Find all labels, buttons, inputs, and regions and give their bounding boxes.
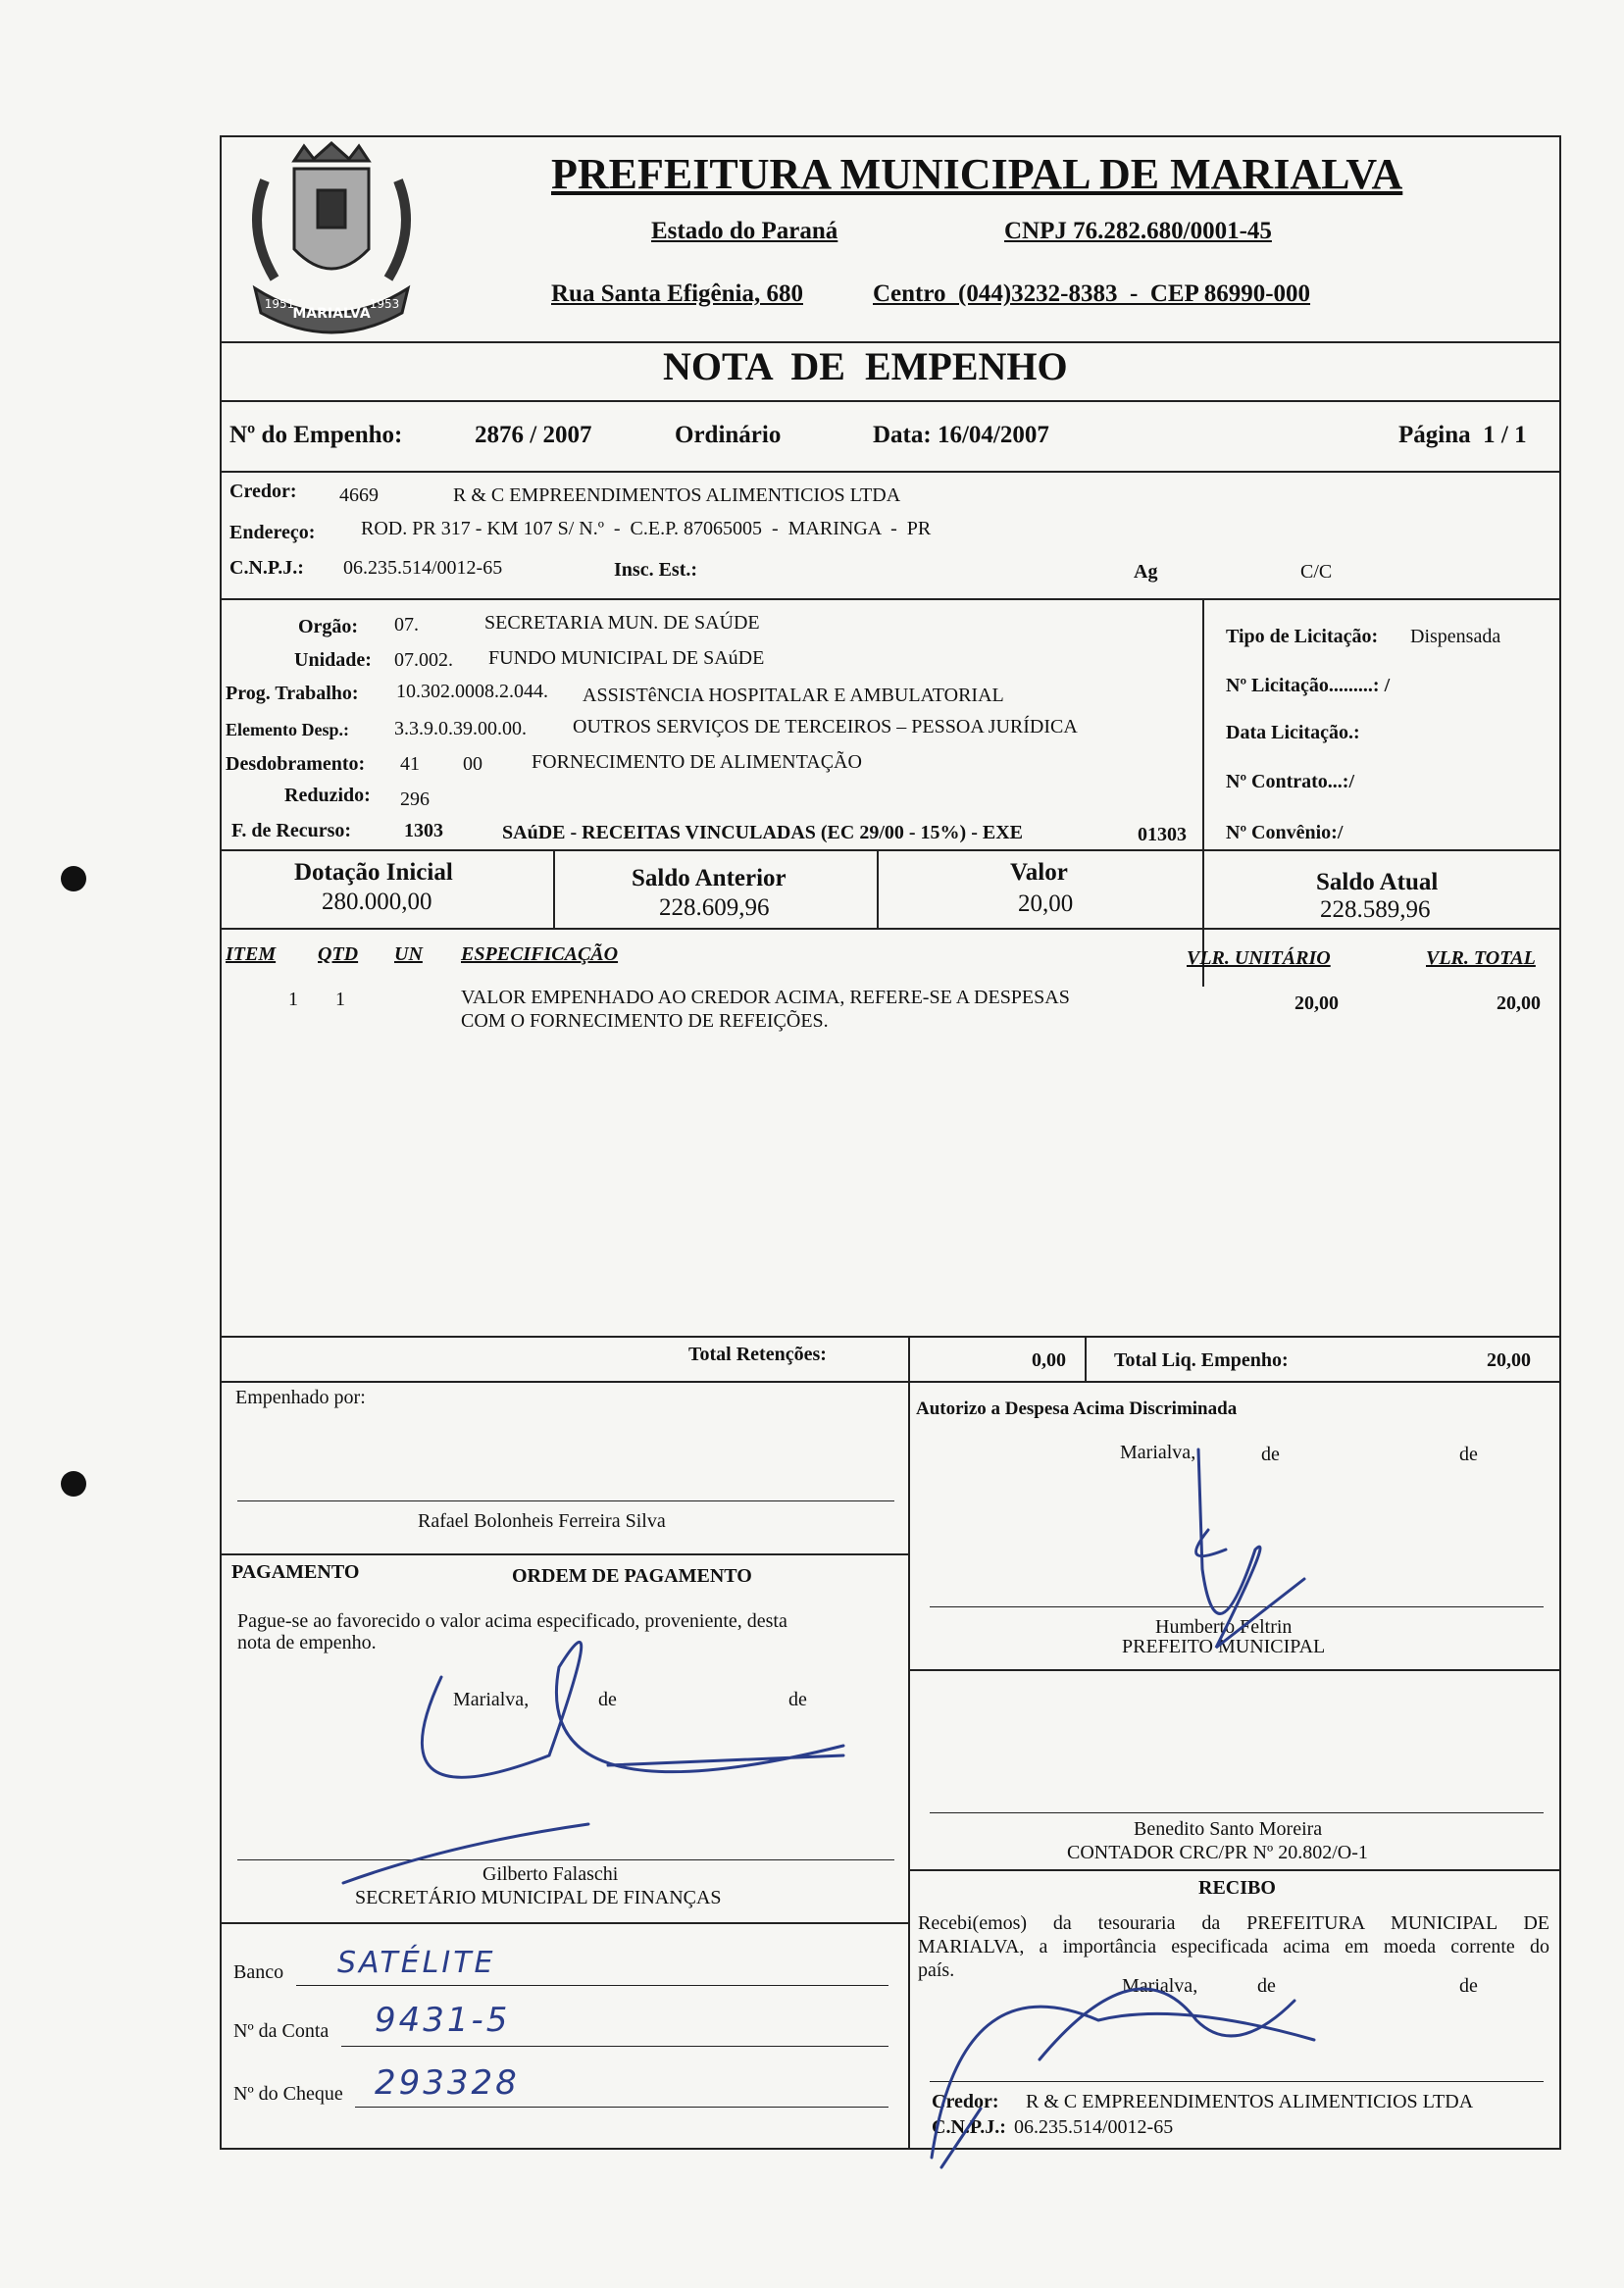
street-address: Rua Santa Efigênia, 680 — [551, 280, 803, 307]
col-especificacao: ESPECIFICAÇÃO — [461, 943, 619, 965]
recibo-text-line2: MARIALVA, a importância especificada acima em moeda corrente do — [918, 1936, 1549, 1958]
credor-label: Credor: — [229, 481, 297, 502]
recurso-label: F. de Recurso: — [231, 820, 352, 841]
address-label: Endereço: — [229, 522, 316, 543]
contador-name: Benedito Santo Moreira — [1134, 1818, 1323, 1840]
banco-value: SATÉLITE — [337, 1946, 496, 1980]
recibo-text-line3: país. — [918, 1959, 955, 1981]
unidade-desc: FUNDO MUNICIPAL DE SAúDE — [488, 647, 765, 669]
autorizo-de2: de — [1459, 1444, 1478, 1465]
seal-name: MARIALVA — [292, 306, 371, 322]
page-number: Página 1 / 1 — [1398, 422, 1527, 448]
account-label: C/C — [1300, 561, 1333, 583]
autorizo-de1: de — [1261, 1444, 1280, 1465]
empenho-type: Ordinário — [675, 422, 782, 448]
item-vlr-total: 20,00 — [1497, 992, 1541, 1014]
item-desc-line2: COM O FORNECIMENTO DE REFEIÇÕES. — [461, 1010, 829, 1032]
document-title: NOTA DE EMPENHO — [663, 344, 1068, 388]
credor-cnpj: 06.235.514/0012-65 — [343, 557, 503, 579]
prog-desc: ASSISTêNCIA HOSPITALAR E AMBULATORIAL — [583, 685, 1004, 706]
orgao-label: Orgão: — [298, 616, 359, 637]
prefeito-name: Humberto Feltrin — [1155, 1616, 1293, 1638]
pagamento-text-line2: nota de empenho. — [237, 1632, 377, 1653]
prog-label: Prog. Trabalho: — [226, 683, 359, 704]
pagamento-de2: de — [788, 1689, 807, 1710]
licitacao-date: Data Licitação.: — [1226, 722, 1360, 743]
convenio-number: Nº Convênio:/ — [1226, 822, 1344, 843]
dotacao-inicial-label: Dotação Inicial — [294, 859, 453, 886]
recibo-text-line1: Recebi(emos) da tesouraria da PREFEITURA MUNICIPAL DE — [918, 1912, 1549, 1934]
agency-label: Ag — [1134, 561, 1158, 583]
total-liquido-value: 20,00 — [1487, 1349, 1531, 1371]
contrato-number: Nº Contrato...:/ — [1226, 771, 1355, 792]
seal-year-right: 1953 — [369, 297, 400, 311]
secretario-name: Gilberto Falaschi — [482, 1863, 619, 1885]
empenho-date: Data: 16/04/2007 — [873, 422, 1049, 448]
recibo-city: Marialva, — [1122, 1975, 1198, 1997]
empenhado-por-label: Empenhado por: — [235, 1387, 366, 1408]
col-vlr-total: VLR. TOTAL — [1426, 947, 1536, 969]
licitacao-number: Nº Licitação.........: / — [1226, 675, 1391, 696]
unidade-label: Unidade: — [294, 649, 372, 671]
credor-name: R & C EMPREENDIMENTOS ALIMENTICIOS LTDA — [453, 484, 901, 506]
recurso-desc: SAúDE - RECEITAS VINCULADAS (EC 29/00 - 15%) - EXE — [502, 822, 1023, 843]
cnpj-label: C.N.P.J.: — [229, 557, 304, 579]
total-retencoes-value: 0,00 — [1032, 1349, 1066, 1371]
reduzido-label: Reduzido: — [284, 785, 371, 806]
pagamento-text-line1: Pague-se ao favorecido o valor acima especificado, proveniente, desta — [237, 1610, 787, 1632]
item-qtd: 1 — [335, 989, 345, 1010]
recibo-title: RECIBO — [1198, 1877, 1276, 1899]
empenho-label: Nº do Empenho: — [229, 422, 403, 448]
district-phone-cep: Centro (044)3232-8383 - CEP 86990-000 — [873, 280, 1311, 307]
desdobramento-label: Desdobramento: — [226, 753, 366, 775]
cheque-value: 293328 — [375, 2063, 520, 2103]
item-desc-line1: VALOR EMPENHADO AO CREDOR ACIMA, REFERE-SE A DESPESAS — [461, 987, 1070, 1008]
recurso-code: 1303 — [404, 820, 443, 841]
saldo-atual-value: 228.589,96 — [1320, 896, 1431, 923]
elemento-desc: OUTROS SERVIÇOS DE TERCEIROS – PESSOA JURÍDICA — [573, 716, 1078, 737]
elemento-code: 3.3.9.0.39.00.00. — [394, 718, 527, 739]
empenhado-por-name: Rafael Bolonheis Ferreira Silva — [418, 1510, 666, 1532]
desdobramento-code1: 41 — [400, 753, 420, 775]
autorizo-title: Autorizo a Despesa Acima Discriminada — [916, 1398, 1238, 1419]
saldo-atual-label: Saldo Atual — [1316, 869, 1439, 895]
tipo-licitacao-label: Tipo de Licitação: — [1226, 626, 1379, 647]
desdobramento-desc: FORNECIMENTO DE ALIMENTAÇÃO — [532, 751, 862, 773]
conta-value: 9431-5 — [375, 2001, 511, 2040]
total-retencoes-label: Total Retenções: — [688, 1344, 827, 1365]
recibo-credor-label: Credor: — [932, 2091, 999, 2112]
credor-code: 4669 — [339, 484, 379, 506]
ordem-pagamento-label: ORDEM DE PAGAMENTO — [512, 1565, 752, 1587]
recibo-credor-name: R & C EMPREENDIMENTOS ALIMENTICIOS LTDA — [1026, 2091, 1474, 2112]
saldo-anterior-label: Saldo Anterior — [632, 865, 787, 891]
contador-role: CONTADOR CRC/PR Nº 20.802/O-1 — [1067, 1842, 1368, 1863]
nota-empenho-form — [220, 135, 1561, 2150]
pagamento-de1: de — [598, 1689, 617, 1710]
city-cnpj: CNPJ 76.282.680/0001-45 — [1004, 218, 1272, 244]
recurso-code2: 01303 — [1138, 824, 1187, 845]
credor-address: ROD. PR 317 - KM 107 S/ N.º - C.E.P. 87065005 - MARINGA - PR — [361, 518, 932, 539]
punch-hole — [61, 866, 86, 891]
page-title: PREFEITURA MUNICIPAL DE MARIALVA — [551, 150, 1403, 198]
item-number: 1 — [288, 989, 298, 1010]
seal-year-left: 1951 — [264, 297, 295, 311]
state-label: Estado do Paraná — [651, 218, 838, 244]
cheque-label: Nº do Cheque — [233, 2083, 343, 2105]
recibo-cnpj: 06.235.514/0012-65 — [1014, 2116, 1174, 2138]
autorizo-city: Marialva, — [1120, 1442, 1196, 1463]
recibo-de2: de — [1459, 1975, 1478, 1997]
prog-code: 10.302.0008.2.044. — [396, 681, 548, 702]
saldo-anterior-value: 228.609,96 — [659, 894, 770, 921]
orgao-code: 07. — [394, 614, 419, 636]
punch-hole — [61, 1471, 86, 1497]
empenho-number: 2876 / 2007 — [475, 422, 592, 448]
col-un: UN — [394, 943, 423, 965]
valor-label: Valor — [1010, 859, 1068, 886]
secretario-role: SECRETÁRIO MUNICIPAL DE FINANÇAS — [355, 1887, 722, 1908]
pagamento-city: Marialva, — [453, 1689, 530, 1710]
orgao-desc: SECRETARIA MUN. DE SAÚDE — [484, 612, 760, 634]
recibo-cnpj-label: C.N.P.J.: — [932, 2116, 1006, 2138]
valor-value: 20,00 — [1018, 890, 1074, 917]
reduzido-code: 296 — [400, 788, 430, 810]
desdobramento-code2: 00 — [463, 753, 482, 775]
conta-label: Nº da Conta — [233, 2020, 330, 2042]
unidade-code: 07.002. — [394, 649, 453, 671]
col-qtd: QTD — [318, 943, 359, 965]
item-vlr-unit: 20,00 — [1294, 992, 1339, 1014]
banco-label: Banco — [233, 1961, 284, 1983]
elemento-label: Elemento Desp.: — [226, 720, 349, 739]
total-liquido-label: Total Liq. Empenho: — [1114, 1349, 1289, 1371]
tipo-licitacao-value: Dispensada — [1410, 626, 1501, 647]
municipal-seal — [235, 141, 428, 337]
prefeito-role: PREFEITO MUNICIPAL — [1122, 1636, 1326, 1657]
col-item: ITEM — [226, 943, 277, 965]
pagamento-label: PAGAMENTO — [231, 1561, 360, 1583]
dotacao-inicial-value: 280.000,00 — [322, 889, 432, 915]
col-vlr-unitario: VLR. UNITÁRIO — [1187, 947, 1331, 969]
insc-est-label: Insc. Est.: — [614, 559, 698, 581]
recibo-de1: de — [1257, 1975, 1276, 1997]
